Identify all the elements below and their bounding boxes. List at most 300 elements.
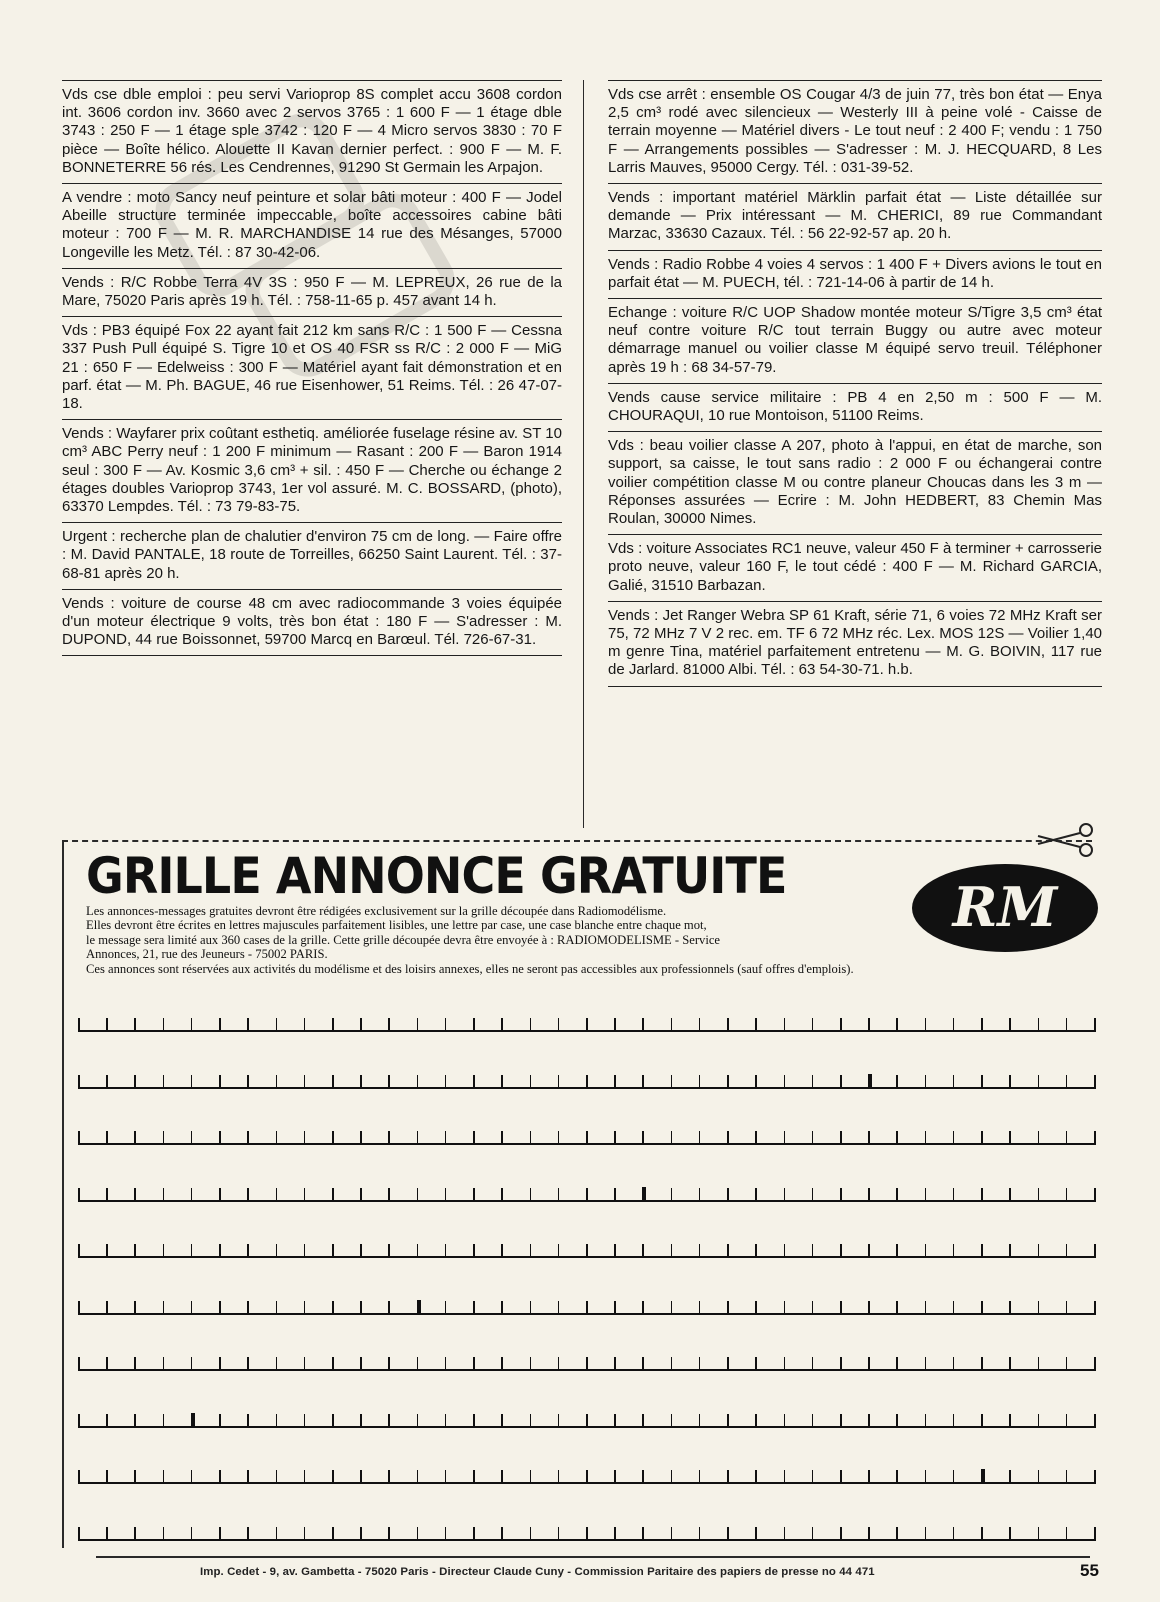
grille-case-tick: [473, 1357, 475, 1371]
grille-case-tick: [642, 1527, 644, 1541]
grille-case-tick: [784, 1470, 786, 1484]
grille-case-tick: [671, 1357, 673, 1371]
classified-ad: [62, 316, 562, 419]
grille-case-tick: [473, 1527, 475, 1541]
grille-case-tick: [812, 1131, 814, 1145]
grille-case-tick: [840, 1357, 842, 1371]
grille-case-tick: [812, 1357, 814, 1371]
grille-case-tick: [755, 1414, 757, 1428]
grille-case-tick: [417, 1414, 419, 1428]
ad-text: Vends cause service militaire : PB 4 en 2,50 m : 500 F — M. CHOURAQUI, 10 rue Montoison, 51100 Reims.: [608, 388, 1102, 425]
classified-ad: [62, 80, 562, 183]
grille-case-tick: [1066, 1131, 1068, 1145]
grille-case-tick: [276, 1414, 278, 1428]
grille-case-tick: [981, 1244, 983, 1258]
grille-case-tick: [727, 1470, 729, 1484]
ads-column-left: [62, 80, 562, 656]
grille-case-tick: [1038, 1357, 1040, 1371]
ad-text: Vends : important matériel Märklin parfait état — Liste détaillée sur demande — Prix intéressant — M. CHERICI, 89 rue Commandant Marzac, 33630 Cazaux. Tél. : 56 22-92-57 ap. 20 h.: [608, 189, 1102, 243]
grille-case-tick: [896, 1075, 898, 1089]
grille-case-tick: [925, 1075, 927, 1089]
grille-case-tick: [106, 1131, 108, 1145]
ads-column-right: [608, 80, 1102, 687]
grille-case-tick: [417, 1470, 419, 1484]
grille-case-tick: [276, 1301, 278, 1315]
grille-case-tick: [755, 1470, 757, 1484]
grille-case-tick: [784, 1244, 786, 1258]
ad-text: Vds : voiture Associates RC1 neuve, valeur 450 F à terminer + carrosserie proto neuve, valeur 160 F, le tout cédé : 400 F — M. Richard GARCIA, Galié, 31510 Barbazan.: [608, 540, 1102, 594]
grille-case-tick: [671, 1301, 673, 1315]
grille-case-tick: [219, 1188, 221, 1202]
grille-case-tick: [219, 1357, 221, 1371]
grille-case-tick: [78, 1301, 80, 1315]
grille-case-tick: [304, 1018, 306, 1032]
grille-case-tick: [332, 1244, 334, 1258]
grille-case-tick: [953, 1414, 955, 1428]
grille-case-tick: [1009, 1075, 1011, 1089]
grille-row[interactable]: [78, 1464, 1094, 1484]
grille-case-tick: [925, 1527, 927, 1541]
grille-case-tick: [840, 1414, 842, 1428]
grille-case-tick: [642, 1018, 644, 1032]
grille-case-tick: [840, 1244, 842, 1258]
grille-case-tick: [78, 1075, 80, 1089]
grille-case-tick: [417, 1527, 419, 1541]
grille-case-tick: [191, 1018, 193, 1032]
grille-case-tick: [530, 1188, 532, 1202]
grille-case-tick: [558, 1018, 560, 1032]
grille-case-tick: [163, 1470, 165, 1484]
grille-case-tick: [699, 1527, 701, 1541]
grille-case-tick: [360, 1131, 362, 1145]
grille-case-tick: [727, 1414, 729, 1428]
grille-case-tick: [727, 1018, 729, 1032]
grille-case-tick: [586, 1414, 588, 1428]
grille-case-tick: [671, 1470, 673, 1484]
grille-case-tick: [953, 1357, 955, 1371]
grille-case-tick: [868, 1131, 870, 1145]
grille-case-tick: [727, 1357, 729, 1371]
grille-case-tick: [360, 1470, 362, 1484]
grille-case-tick: [276, 1018, 278, 1032]
grille-case-tick: [1066, 1018, 1068, 1032]
grille-case-tick: [614, 1357, 616, 1371]
grille-row[interactable]: [78, 1351, 1094, 1371]
grille-case-tick: [163, 1131, 165, 1145]
grille-case-tick: [586, 1527, 588, 1541]
grille-case-tick: [304, 1357, 306, 1371]
grille-case-tick: [304, 1131, 306, 1145]
grille-case-tick: [1038, 1470, 1040, 1484]
grille-case-tick: [755, 1357, 757, 1371]
grille-case-tick: [925, 1301, 927, 1315]
grille-row[interactable]: [78, 1521, 1094, 1541]
grille-case-tick: [755, 1131, 757, 1145]
grille-case-tick: [163, 1075, 165, 1089]
grille-case-tick: [1038, 1018, 1040, 1032]
grille-case-tick: [247, 1527, 249, 1541]
grille-case-tick: [247, 1470, 249, 1484]
grille-case-tick: [106, 1244, 108, 1258]
grille-case-tick: [473, 1131, 475, 1145]
grille-case-tick: [642, 1414, 644, 1428]
grille-case-tick: [727, 1244, 729, 1258]
grille-case-tick: [896, 1188, 898, 1202]
grille-case-tick: [219, 1301, 221, 1315]
grille-case-tick: [953, 1131, 955, 1145]
grille-case-tick: [896, 1527, 898, 1541]
grille-case-tick: [78, 1527, 80, 1541]
grille-case-tick: [671, 1414, 673, 1428]
grille-case-tick: [642, 1470, 644, 1484]
grille-case-tick: [586, 1244, 588, 1258]
grille-case-tick: [953, 1470, 955, 1484]
grille-case-tick: [981, 1075, 983, 1089]
grille-case-tick: [388, 1470, 390, 1484]
classified-ad: [608, 601, 1102, 686]
grille-case-tick: [953, 1018, 955, 1032]
grille-case-tick: [896, 1357, 898, 1371]
grille-case-tick: [840, 1470, 842, 1484]
grille-case-tick: [840, 1527, 842, 1541]
grille-case-tick: [981, 1527, 983, 1541]
grille-case-tick: [558, 1131, 560, 1145]
grille-case-tick: [530, 1018, 532, 1032]
grille-case-tick: [191, 1075, 193, 1089]
grille-case-tick: [530, 1131, 532, 1145]
classified-ad: [608, 183, 1102, 250]
grille-case-tick: [1066, 1244, 1068, 1258]
grille-case-tick: [699, 1244, 701, 1258]
grille-case-tick: [558, 1188, 560, 1202]
classified-ad: [62, 589, 562, 656]
grille-case-tick: [276, 1470, 278, 1484]
grille-case-tick: [1009, 1188, 1011, 1202]
grille-case-tick: [840, 1075, 842, 1089]
grille-case-tick: [247, 1131, 249, 1145]
grille-title: GRILLE ANNONCE GRATUITE: [86, 847, 787, 905]
grille-case-tick: [896, 1131, 898, 1145]
grille-case-tick: [614, 1527, 616, 1541]
grille-case-tick: [953, 1244, 955, 1258]
grille-case-tick: [247, 1357, 249, 1371]
grille-case-tick: [1094, 1301, 1096, 1315]
grille-row[interactable]: [78, 1012, 1094, 1032]
grille-case-tick: [586, 1188, 588, 1202]
grille-case-tick: [276, 1075, 278, 1089]
grille-case-tick: [304, 1075, 306, 1089]
grille-case-tick: [896, 1470, 898, 1484]
grille-case-tick: [755, 1244, 757, 1258]
grille-case-tick: [191, 1188, 193, 1202]
grille-case-tick: [191, 1131, 193, 1145]
grille-case-tick: [134, 1018, 136, 1032]
grille-case-tick: [388, 1075, 390, 1089]
grille-case-tick: [473, 1188, 475, 1202]
instruction-line: Annonces, 21, rue des Jeuneurs - 75002 PARIS.: [86, 947, 328, 962]
grille-case-tick: [388, 1018, 390, 1032]
ad-text: Vds cse arrêt : ensemble OS Cougar 4/3 de juin 77, très bon état — Enya 2,5 cm³ rodé avec silencieux — Westerly III à peine volé - Caisse de terrain moyenne — Matériel divers - Le tout neuf : 2 400 F; vendu : 1 750 F — Arrangements possibles — S'adresser : M. J. HECQUARD, 8 Les Larris Mauves, 95000 Cergy. Tél. : 031-39-52.: [608, 86, 1102, 176]
grille-case-tick: [501, 1414, 503, 1428]
grille-case-tick: [530, 1075, 532, 1089]
grille-case-tick: [276, 1188, 278, 1202]
column-bottom-rule: [608, 686, 1102, 687]
grille-case-tick: [812, 1527, 814, 1541]
grille-case-tick: [840, 1131, 842, 1145]
grille-case-tick: [1066, 1527, 1068, 1541]
grille-case-tick: [755, 1527, 757, 1541]
ad-text: Vds : PB3 équipé Fox 22 ayant fait 212 km sans R/C : 1 500 F — Cessna 337 Push Pull équipé S. Tigre 10 et OS 40 FSR ss R/C : 2 000 F — MiG 21 : 650 F — Edelweiss : 300 F — Matériel ayant fait démonstration et en parf. état — M. Ph. BAGUE, 46 rue Eisenhower, 51 Reims. Tél. : 26 47-07-18.: [62, 322, 562, 413]
grille-case-tick: [191, 1470, 193, 1484]
grille-case-tick: [501, 1244, 503, 1258]
grille-case-tick: [925, 1131, 927, 1145]
classified-ad: [608, 383, 1102, 431]
grille-case-tick: [530, 1357, 532, 1371]
grille-case-tick: [417, 1188, 419, 1202]
grille-case-tick: [360, 1527, 362, 1541]
grille-case-tick: [1094, 1527, 1096, 1541]
grille-case-tick: [1038, 1414, 1040, 1428]
grille-case-tick: [586, 1018, 588, 1032]
grille-case-tick: [276, 1244, 278, 1258]
grille-case-tick: [134, 1075, 136, 1089]
grille-case-tick: [614, 1301, 616, 1315]
grille-case-tick: [586, 1357, 588, 1371]
grille-case-tick: [332, 1527, 334, 1541]
grille-case-tick: [558, 1414, 560, 1428]
ad-text: Vends : Radio Robbe 4 voies 4 servos : 1 400 F + Divers avions le tout en parfait état — M. PUECH, tél. : 721-14-06 à partir de 14 h.: [608, 255, 1102, 291]
grille-case-tick: [896, 1244, 898, 1258]
grille-case-tick: [445, 1244, 447, 1258]
grille-case-tick: [614, 1244, 616, 1258]
grille-case-tick: [445, 1527, 447, 1541]
grille-case-tick: [671, 1018, 673, 1032]
grille-case-tick: [473, 1244, 475, 1258]
grille-case-tick: [191, 1527, 193, 1541]
grille-case-tick: [247, 1018, 249, 1032]
grille-case-tick: [106, 1018, 108, 1032]
grille-case-tick: [981, 1018, 983, 1032]
grille-case-tick: [445, 1018, 447, 1032]
grille-case-tick: [219, 1414, 221, 1428]
grille-case-tick: [78, 1414, 80, 1428]
grille-case-tick: [1094, 1188, 1096, 1202]
grille-row[interactable]: [78, 1408, 1094, 1428]
footer-rule: [96, 1556, 1090, 1558]
grille-case-tick: [1038, 1188, 1040, 1202]
grille-case-tick: [671, 1188, 673, 1202]
classified-ad: [62, 183, 562, 268]
grille-case-tick: [642, 1244, 644, 1258]
ad-text: Vends : Wayfarer prix coûtant esthetiq. améliorée fuselage résine av. ST 10 cm³ ABC Perry neuf : 1 200 F minimum — Rasant : 200 F — Baron 1914 seul : 300 F — Av. Kosmic 3,6 cm³ + sil. : 450 F — Cherche ou échange 2 étages doubles Varioprop 3743, 1er vol assuré. M. C. BOSSARD, (photo), 63370 Lempdes. Tél. : 73 79-83-75.: [62, 425, 562, 516]
grille-case-tick: [981, 1188, 983, 1202]
grille-case-tick: [332, 1131, 334, 1145]
grille-case-tick: [812, 1244, 814, 1258]
grille-case-tick: [812, 1018, 814, 1032]
grille-case-tick: [896, 1018, 898, 1032]
grille-case-tick: [614, 1018, 616, 1032]
grille-case-tick: [868, 1414, 870, 1428]
grille-case-tick: [106, 1414, 108, 1428]
grille-case-tick: [868, 1527, 870, 1541]
grille-case-tick: [530, 1527, 532, 1541]
grille-case-tick: [840, 1301, 842, 1315]
grille-case-tick: [699, 1357, 701, 1371]
grille-case-tick: [134, 1188, 136, 1202]
grille-case-tick: [1009, 1018, 1011, 1032]
grille-case-tick: [586, 1301, 588, 1315]
classified-ad: [608, 298, 1102, 383]
grille-case-tick: [163, 1244, 165, 1258]
grille-case-tick: [953, 1075, 955, 1089]
grille-case-tick: [445, 1075, 447, 1089]
grille-case-tick: [925, 1470, 927, 1484]
grille-case-tick: [332, 1301, 334, 1315]
grille-case-tick: [332, 1357, 334, 1371]
instruction-line: Les annonces-messages gratuites devront être rédigées exclusivement sur la grille découpée dans Radiomodélisme.: [86, 904, 667, 918]
grille-case-tick: [417, 1075, 419, 1089]
grille-case-tick: [699, 1188, 701, 1202]
grille-case-tick: [925, 1357, 927, 1371]
grille-case-tick: [219, 1131, 221, 1145]
grille-case-tick: [1009, 1131, 1011, 1145]
grille-case-tick: [163, 1301, 165, 1315]
grille-case-tick: [388, 1188, 390, 1202]
grille-case-tick: [360, 1244, 362, 1258]
grille-case-tick: [530, 1470, 532, 1484]
grille-case-tick: [868, 1470, 870, 1484]
grille-case-tick: [642, 1075, 644, 1089]
grille-row[interactable]: [78, 1295, 1094, 1315]
grille-case-tick: [163, 1357, 165, 1371]
classified-ad: [62, 419, 562, 522]
grille-case-tick: [473, 1301, 475, 1315]
instruction-line: Ces annonces sont réservées aux activités du modélisme et des loisirs annexes, elles ne seront pas accessibles aux professionnels (sauf offres d'emplois).: [86, 961, 854, 976]
grille-case-tick: [896, 1414, 898, 1428]
grille-case-tick: [1009, 1414, 1011, 1428]
grille-case-tick: [1094, 1131, 1096, 1145]
grille-case-tick: [219, 1527, 221, 1541]
grille-case-tick: [417, 1018, 419, 1032]
grille-case-tick: [78, 1018, 80, 1032]
grille-case-tick: [332, 1188, 334, 1202]
rm-logo: [910, 862, 1100, 954]
grille-case-tick: [360, 1075, 362, 1089]
grille-case-tick: [699, 1075, 701, 1089]
grille-case-tick: [840, 1018, 842, 1032]
grille-case-tick: [247, 1075, 249, 1089]
grille-case-tick: [78, 1470, 80, 1484]
grille-case-tick: [78, 1188, 80, 1202]
grille-case-tick: [276, 1131, 278, 1145]
grille-case-tick: [445, 1131, 447, 1145]
grille-row[interactable]: [78, 1182, 1094, 1202]
grille-case-tick: [304, 1414, 306, 1428]
grille-case-tick: [981, 1301, 983, 1315]
ad-text: Vends : Jet Ranger Webra SP 61 Kraft, série 71, 6 voies 72 MHz Kraft ser 75, 72 MHz 7 V 2 rec. em. TF 6 72 MHz réc. Lex. MOS 12S — Voilier 1,40 m genre Tina, matériel parfaitement entretenu — M. G. BOIVIN, 117 rue de Jarlard. 81000 Albi. Tél. : 63 54-30-71. h.b.: [608, 606, 1102, 679]
grille-row[interactable]: [78, 1125, 1094, 1145]
grille-case-tick: [219, 1018, 221, 1032]
grille-case-tick: [445, 1414, 447, 1428]
grille-case-tick: [163, 1188, 165, 1202]
grille-case-tick: [614, 1075, 616, 1089]
ad-text: Vends : R/C Robbe Terra 4V 3S : 950 F — M. LEPREUX, 26 rue de la Mare, 75020 Paris après 19 h. Tél. : 758-11-65 p. 457 avant 14 h.: [62, 273, 562, 310]
grille-case-tick: [134, 1414, 136, 1428]
grille-row[interactable]: [78, 1238, 1094, 1258]
grille-case-tick: [586, 1470, 588, 1484]
grille-case-tick: [501, 1131, 503, 1145]
grille-case-tick: [134, 1527, 136, 1541]
grille-case-tick: [304, 1470, 306, 1484]
grille-case-tick: [247, 1244, 249, 1258]
grille-case-tick: [642, 1131, 644, 1145]
grille-case-tick: [388, 1357, 390, 1371]
grille-case-tick: [784, 1527, 786, 1541]
ad-text: Vds : beau voilier classe A 207, photo à l'appui, en état de marche, son support, sa caisse, le tout sans radio : 2 000 F ou échangerai contre voilier compétition classe M ou contre planeur Choucas dans les 3 m — Réponses assurées — Ecrire : M. John HEDBERT, 83 Chemin Mas Roulan, 30000 Nimes.: [608, 437, 1102, 528]
grille-case-tick: [1038, 1527, 1040, 1541]
grille-case-tick: [671, 1244, 673, 1258]
grille-case-tick: [1094, 1075, 1096, 1089]
grille-case-tick: [473, 1075, 475, 1089]
classified-ad: [62, 268, 562, 316]
grille-case-tick: [501, 1357, 503, 1371]
grille-case-tick: [868, 1074, 872, 1089]
grille-case-tick: [106, 1075, 108, 1089]
grille-case-tick: [981, 1131, 983, 1145]
grille-case-tick: [812, 1075, 814, 1089]
grille-case-tick: [388, 1301, 390, 1315]
grille-case-tick: [388, 1527, 390, 1541]
grille-case-tick: [219, 1470, 221, 1484]
grille-case-tick: [642, 1301, 644, 1315]
grille-case-tick: [501, 1470, 503, 1484]
logo-text: RM: [952, 875, 1058, 939]
grille-case-tick: [699, 1131, 701, 1145]
grille-case-tick: [727, 1131, 729, 1145]
grille-case-tick: [417, 1357, 419, 1371]
grille-case-tick: [614, 1188, 616, 1202]
grille-case-tick: [953, 1188, 955, 1202]
grille-case-tick: [332, 1470, 334, 1484]
grille-case-tick: [1094, 1357, 1096, 1371]
ad-text: Vds cse dble emploi : peu servi Varioprop 8S complet accu 3608 cordon int. 3606 cordon inv. 3660 avec 2 servos 3765 : 1 600 F — 1 étage dble 3743 : 250 F — 1 étage sple 3742 : 120 F — 4 Micro servos 3830 : 70 F pièce — Boîte hélico. Alouette II Kavan dernier perfect. : 900 F — M. F. BONNETERRE 56 rés. Les Cendrennes, 91290 St Germain les Arpajon.: [62, 86, 562, 176]
grille-case-tick: [784, 1075, 786, 1089]
classified-ad: [608, 80, 1102, 183]
grille-case-tick: [755, 1301, 757, 1315]
grille-case-tick: [784, 1018, 786, 1032]
grille-case-tick: [586, 1131, 588, 1145]
grille-case-tick: [868, 1244, 870, 1258]
grille-case-tick: [896, 1301, 898, 1315]
grille-case-tick: [840, 1188, 842, 1202]
grille-case-tick: [501, 1018, 503, 1032]
instruction-line: le message sera limité aux 360 cases de la grille. Cette grille découpée devra être envoyée à : RADIOMODELISME - Service: [86, 932, 721, 947]
grille-case-tick: [671, 1527, 673, 1541]
grille-case-tick: [388, 1131, 390, 1145]
grille-case-tick: [558, 1357, 560, 1371]
grille-case-tick: [558, 1470, 560, 1484]
grille-case-tick: [586, 1075, 588, 1089]
grille-case-tick: [953, 1527, 955, 1541]
column-divider: [583, 80, 584, 828]
grille-row[interactable]: [78, 1069, 1094, 1089]
grille-case-tick: [614, 1131, 616, 1145]
grille-case-tick: [1094, 1244, 1096, 1258]
grille-case-tick: [614, 1414, 616, 1428]
ad-text: A vendre : moto Sancy neuf peinture et solar bâti moteur : 400 F — Jodel Abeille structure terminée impeccable, boîte accessoires cabine bâti moteur : 700 F — M. R. MARCHANDISE 14 rue des Mésanges, 57000 Longeville les Metz. Tél. : 87 30-42-06.: [62, 189, 562, 261]
classified-ad: [62, 522, 562, 589]
grille-case-tick: [247, 1301, 249, 1315]
